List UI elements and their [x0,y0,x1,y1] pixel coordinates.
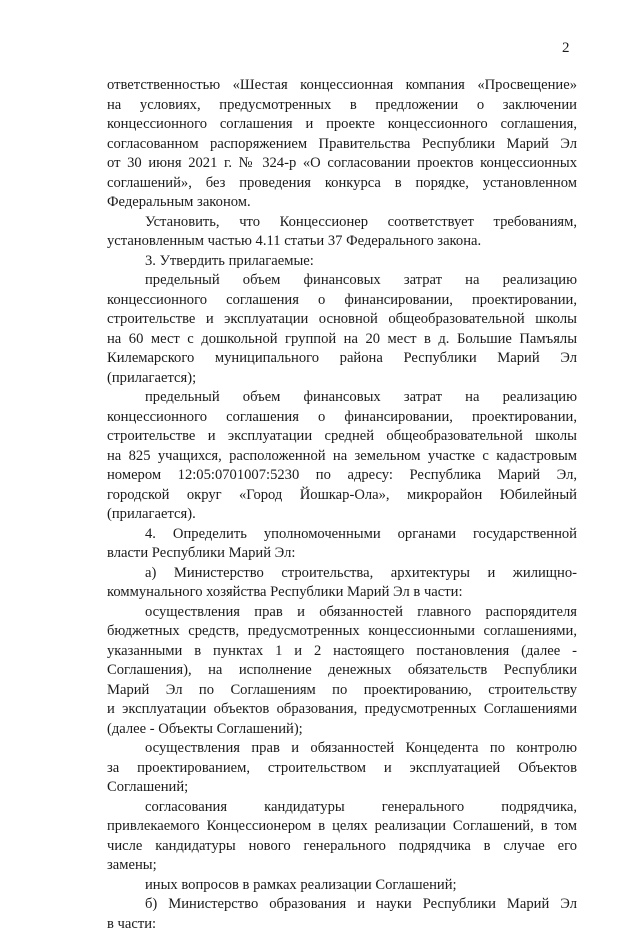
text-line: согласованном распоряжением Правительства Республики Марий Эл [107,135,577,155]
text-line: замены; [107,856,577,876]
text-line: предельный объем финансовых затрат на реализацию [107,388,577,408]
text-line: на условиях, предусмотренных в предложении о заключении [107,96,577,116]
text-line: от 30 июня 2021 г. № 324-р «О согласовании проектов концессионных [107,154,577,174]
text-line: Федеральным законом. [107,193,577,213]
text-line: привлекаемого Концессионером в целях реализации Соглашений, в том [107,817,577,837]
text-line: строительстве и эксплуатации средней общеобразовательной школы [107,427,577,447]
text-line: Установить, что Концессионер соответствует требованиям, [107,213,577,233]
text-line: коммунального хозяйства Республики Марий Эл в части: [107,583,577,603]
text-line: и эксплуатации объектов образования, предусмотренных Соглашениями [107,700,577,720]
text-line: 3. Утвердить прилагаемые: [107,252,577,272]
text-line: концессионного соглашения о финансировании, проектировании, [107,291,577,311]
text-line: осуществления прав и обязанностей Концедента по контролю [107,739,577,759]
text-line: ответственностью «Шестая концессионная компания «Просвещение» [107,76,577,96]
text-line: иных вопросов в рамках реализации Соглашений; [107,876,577,896]
text-line: бюджетных средств, предусмотренных концессионными соглашениями, [107,622,577,642]
text-line: а) Министерство строительства, архитектуры и жилищно- [107,564,577,584]
text-line: (прилагается); [107,369,577,389]
text-line: указанными в пунктах 1 и 2 настоящего постановления (далее - [107,642,577,662]
text-line: б) Министерство образования и науки Республики Марий Эл [107,895,577,915]
text-line: строительстве и эксплуатации основной общеобразовательной школы [107,310,577,330]
text-line: (прилагается). [107,505,577,525]
text-line: концессионного соглашения и проекте концессионного соглашения, [107,115,577,135]
text-line: 4. Определить уполномоченными органами государственной [107,525,577,545]
text-line: на 825 учащихся, расположенной на земельном участке с кадастровым [107,447,577,467]
text-line: числе кандидатуры нового генерального подрядчика в случае его [107,837,577,857]
text-line: городской округ «Город Йошкар-Ола», микрорайон Юбилейный [107,486,577,506]
text-line: в части: [107,915,577,934]
text-line: на 60 мест с дошкольной группой на 20 мест в д. Большие Памъялы [107,330,577,350]
page-number: 2 [562,40,570,57]
text-line: осуществления прав и обязанностей главного распорядителя [107,603,577,623]
text-line: власти Республики Марий Эл: [107,544,577,564]
document-body [107,76,577,934]
text-line: соглашений», без проведения конкурса в порядке, установленном [107,174,577,194]
text-line: согласования кандидатуры генерального подрядчика, [107,798,577,818]
text-line: Килемарского муниципального района Республики Марий Эл [107,349,577,369]
text-line: за проектированием, строительством и эксплуатацией Объектов [107,759,577,779]
text-line: номером 12:05:0701007:5230 по адресу: Республика Марий Эл, [107,466,577,486]
text-line: (далее - Объекты Соглашений); [107,720,577,740]
text-line: Марий Эл по Соглашениям по проектированию, строительству [107,681,577,701]
text-line: Соглашения), на исполнение денежных обязательств Республики [107,661,577,681]
text-line: предельный объем финансовых затрат на реализацию [107,271,577,291]
text-line: установленным частью 4.11 статьи 37 Федерального закона. [107,232,577,252]
text-line: Соглашений; [107,778,577,798]
text-line: концессионного соглашения о финансировании, проектировании, [107,408,577,428]
